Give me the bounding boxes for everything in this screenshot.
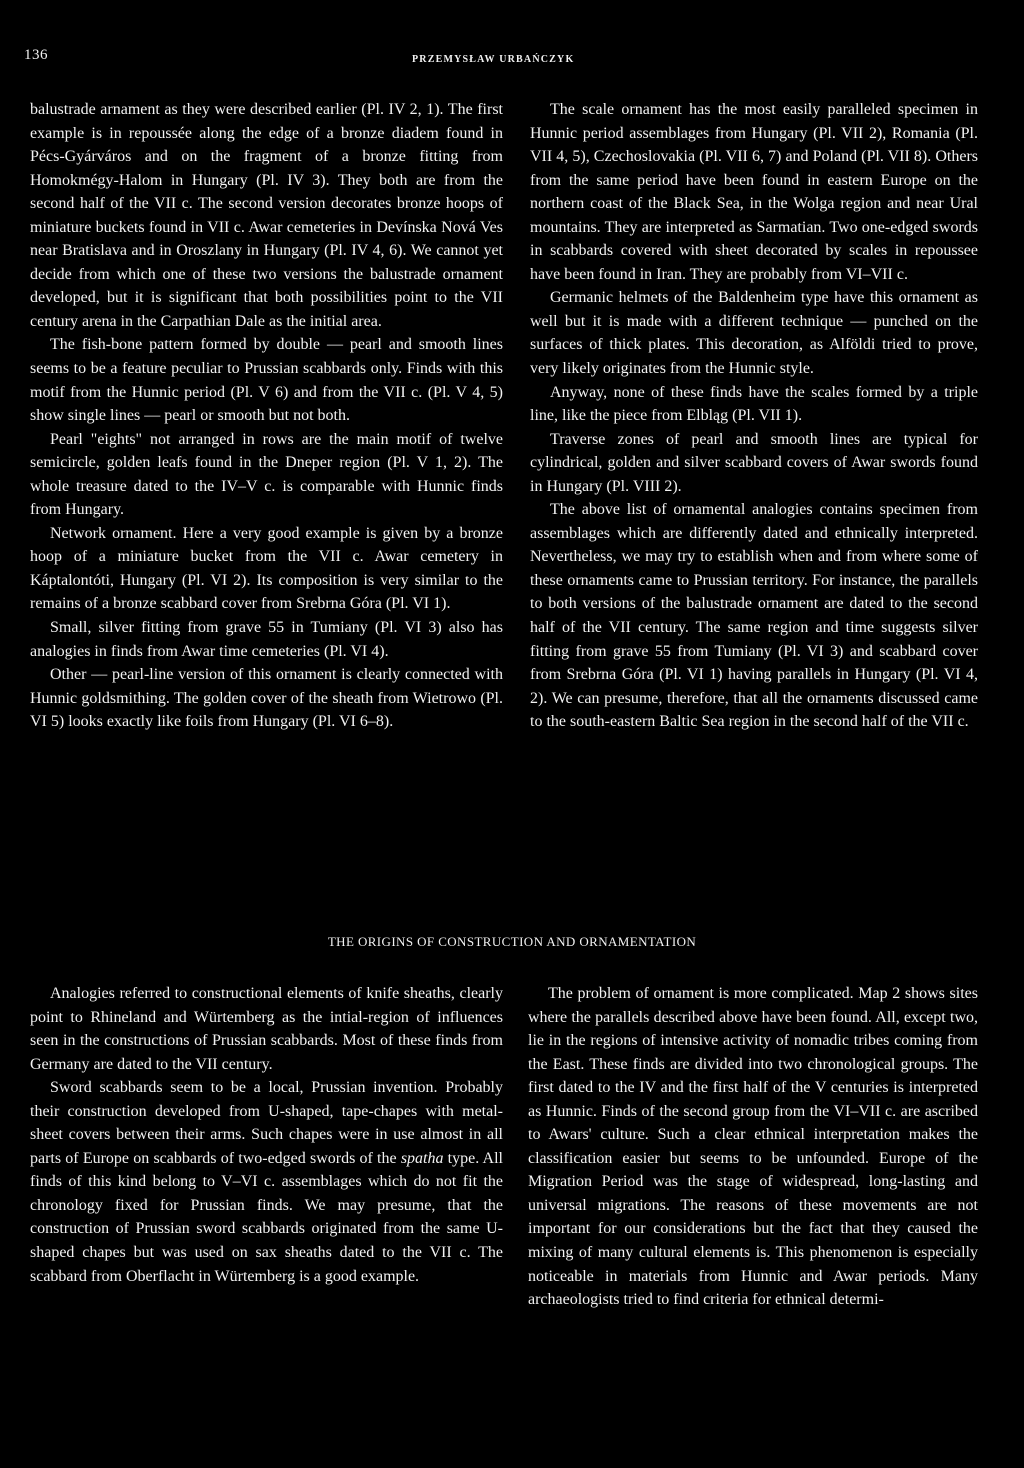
italic-term: spatha [400, 1149, 444, 1167]
lower-right-column [528, 982, 978, 1312]
page-number: 136 [24, 47, 48, 63]
lower-left-column [30, 982, 503, 1288]
paragraph: balustrade arnament as they were described earlier (Pl. IV 2, 1). The first example is in repoussée along the edge of a bronze diadem found in Pécs-Gyárváros and on the fragment of a bronze fitting from Homokmégy-Halom in Hungary (Pl. IV 3). They both are from the second half of the VII c. The second version decorates bronze hoops of miniature buckets found in VII c. Awar cemeteries in Devínska Nová Ves near Bratislava and in Oroszlany in Hungary (Pl. IV 4, 6). We cannot yet decide from which one of these two versions the balustrade ornament developed, but it is significant that both possibilities point to the VII century arena in the Carpathian Dale as the initial area. [30, 101, 503, 330]
paragraph: Traverse zones of pearl and smooth lines are typical for cylindrical, golden and silver scabbard covers of Awar swords found in Hungary (Pl. VIII 2). [530, 430, 978, 495]
text-run: Sword scabbards seem to be a local, Prussian invention. Probably their construction developed from U-shaped, tape-chapes with metal-sheet covers between their arms. Such chapes were in use almost in all parts of Europe on scabbards of two-edged swords of the [30, 1079, 503, 1167]
paragraph: Analogies referred to constructional elements of knife sheaths, clearly point to Rhineland and Würtemberg as the intial-region of influences seen in the constructions of Prussian scabbards. Most of these finds from Germany are dated to the VII century. [30, 985, 503, 1073]
upper-right-column [530, 98, 978, 734]
paragraph: The scale ornament has the most easily paralleled specimen in Hunnic period assemblages from Hungary (Pl. VII 2), Romania (Pl. VII 4, 5), Czechoslovakia (Pl. VII 6, 7) and Poland (Pl. VII 8). Others from the same period have been found in eastern Europe on the northern coast of the Black Sea, in the Wolga region and near Ural mountains. They are interpreted as Sarmatian. Two one-edged swords in scabbards covered with sheet decorated by scales in repoussee have been found in Iran. They are probably from VI–VII c. [530, 101, 978, 283]
upper-left-column [30, 98, 503, 734]
running-head: PRZEMYSŁAW URBAŃCZYK [412, 54, 575, 65]
paragraph: Network ornament. Here a very good example is given by a bronze hoop of a miniature bucket from the VII c. Awar cemetery in Káptalontóti, Hungary (Pl. VI 2). Its composition is very similar to the remains of a bronze scabbard cover from Srebrna Góra (Pl. VI 1). [30, 524, 503, 613]
paragraph: Other — pearl-line version of this ornament is clearly connected with Hunnic goldsmithing. The golden cover of the sheath from Wietrowo (Pl. VI 5) looks exactly like foils from Hungary (Pl. VI 6–8). [30, 666, 503, 731]
paragraph: Germanic helmets of the Baldenheim type have this ornament as well but it is made with a different technique — punched on the surfaces of thick plates. This decoration, as Alföldi tried to prove, very likely originates from the Hunnic style. [530, 289, 978, 378]
section-heading: THE ORIGINS OF CONSTRUCTION AND ORNAMENTATION [327, 934, 697, 949]
paragraph: The above list of ornamental analogies contains specimen from assemblages which are differently dated and ethnically interpreted. Nevertheless, we may try to establish when and from where some of these ornaments came to Prussian territory. For instance, the parallels to both versions of the balustrade ornament are dated to the second half of the VII century. The same region and time suggests silver fitting from grave 55 from Tumiany (Pl. VI 3) and scabbard cover from Srebrna Góra (Pl. VI 1) having parallels in Hungary (Pl. VI 4, 2). We can presume, therefore, that all the ornaments discussed came to the south-eastern Baltic Sea region in the second half of the VII c. [530, 501, 978, 731]
paragraph: Small, silver fitting from grave 55 in Tumiany (Pl. VI 3) also has analogies in finds from Awar time cemeteries (Pl. VI 4). [30, 619, 503, 660]
text-run: type. All finds of this kind belong to V–VI c. assemblages which do not fit the chronology fixed for Prussian finds. We may presume, that the construction of Prussian sword scabbards originated from the same U-shaped chapes but was used on sax sheaths dated to the VII c. The scabbard from Oberflacht in Würtemberg is a good example. [30, 1149, 503, 1285]
paragraph: The fish-bone pattern formed by double — pearl and smooth lines seems to be a feature peculiar to Prussian scabbards only. Finds with this motif from the Hunnic period (Pl. V 6) and from the VII c. (Pl. V 4, 5) show single lines — pearl or smooth but not both. [30, 336, 503, 425]
paragraph: Pearl "eights" not arranged in rows are the main motif of twelve semicircle, golden leafs found in the Dneper region (Pl. V 1, 2). The whole treasure dated to the IV–V c. is comparable with Hunnic finds from Hungary. [30, 430, 503, 519]
paragraph: Anyway, none of these finds have the scales formed by a triple line, like the piece from Elbląg (Pl. VII 1). [530, 383, 978, 425]
paragraph [30, 1076, 503, 1288]
paragraph: The problem of ornament is more complicated. Map 2 shows sites where the parallels described above have been found. All, except two, lie in the regions of intensive activity of nomadic tribes coming from the East. These finds are divided into two chronological groups. The first dated to the IV and the first half of the V centuries is interpreted as Hunnic. Finds of the second group from the VI–VII c. are ascribed to Awars' culture. Such a clear ethnical interpretation makes the classification easier but seems to be unfounded. Europe of the Migration Period was the stage of widespread, long-lasting and universal migrations. The reasons of these movements are not important for our considerations but the fact that they caused the mixing of many cultural elements is. This phenomenon is especially noticeable in materials from Hunnic and Awar periods. Many archaeologists tried to find criteria for ethnical determi- [528, 985, 978, 1309]
